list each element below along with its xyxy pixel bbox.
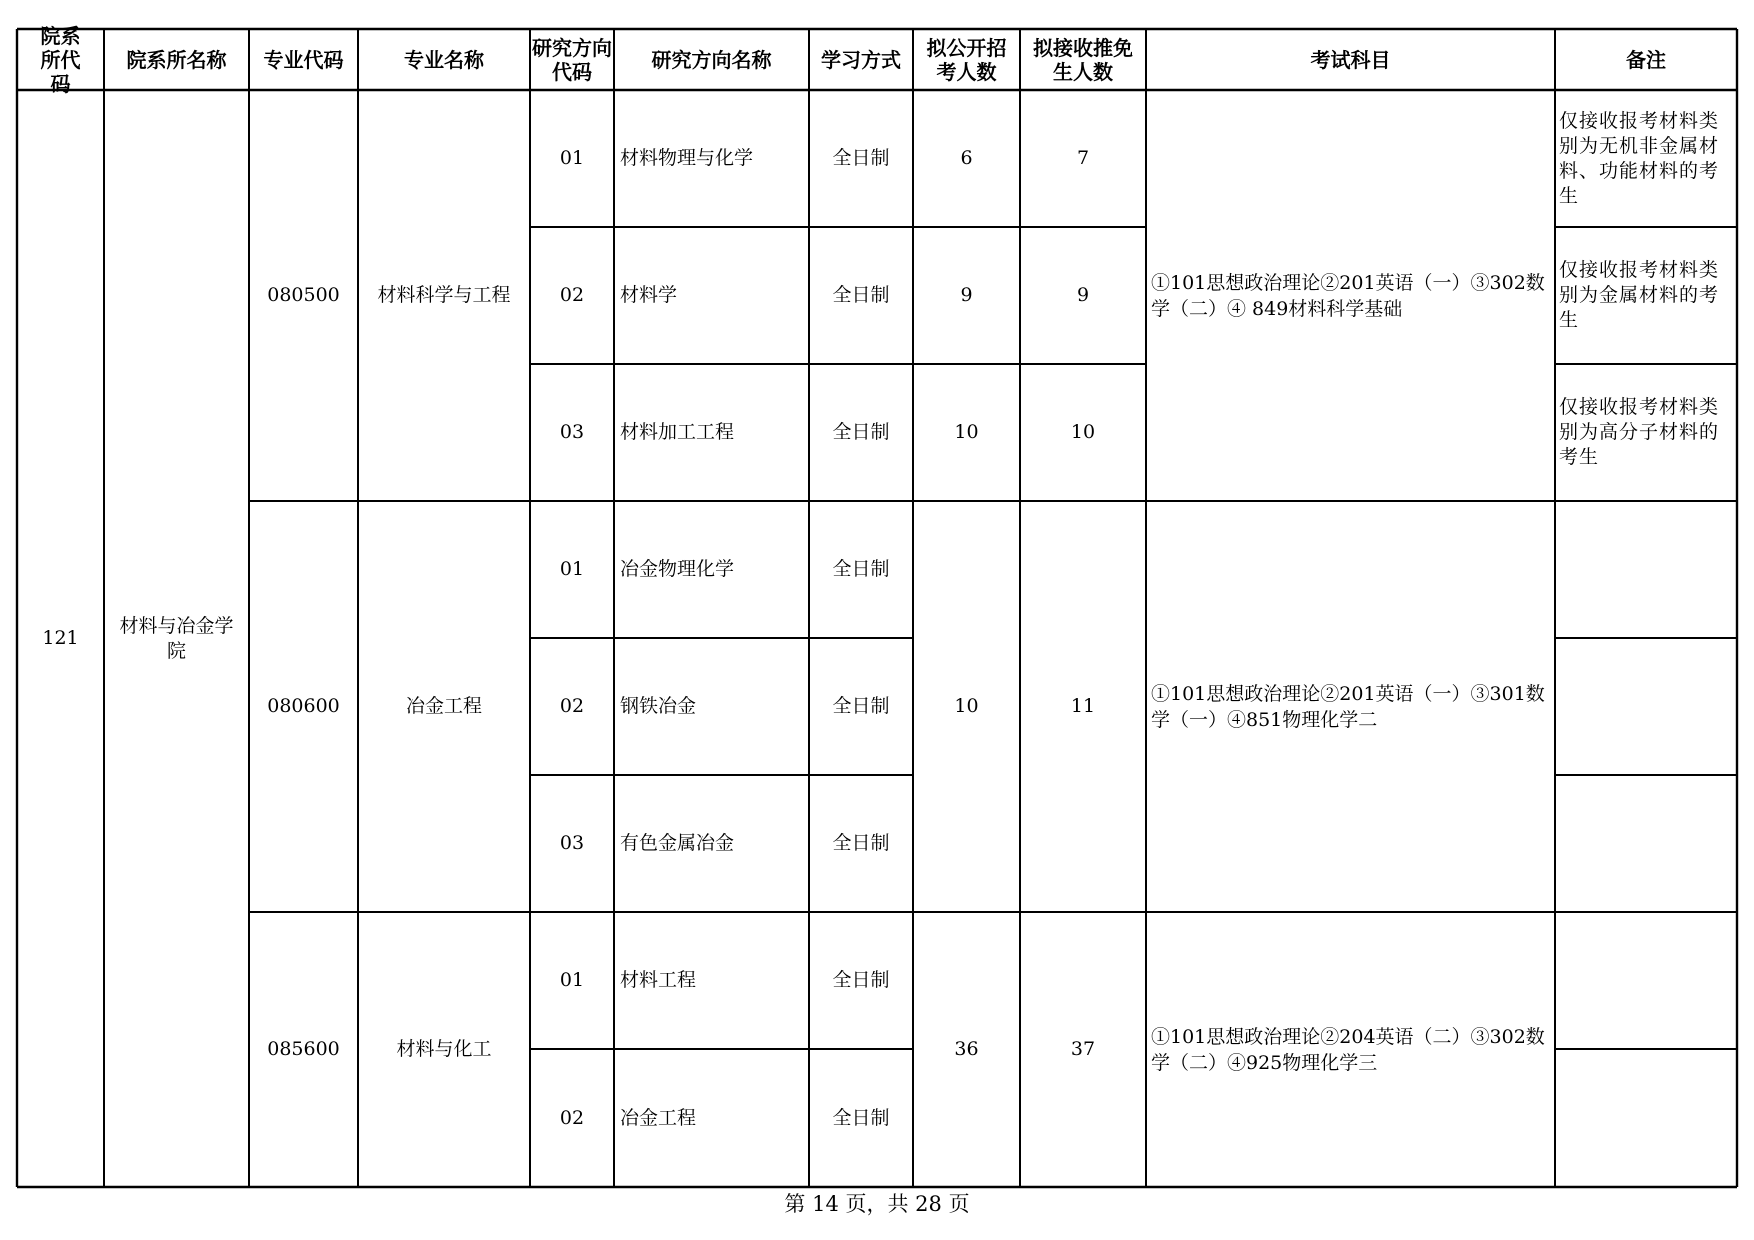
header-exempt-quota: 拟接收推免生人数	[1033, 35, 1133, 84]
major-code: 085600	[267, 1038, 340, 1060]
study-mode: 全日制	[832, 695, 890, 717]
study-mode: 全日制	[832, 969, 890, 991]
direction-name: 有色金属冶金	[620, 832, 735, 854]
direction-code: 01	[559, 558, 585, 580]
study-mode: 全日制	[832, 1106, 890, 1129]
exam-quota: 10	[954, 421, 979, 443]
exam-subjects: ①101思想政治理论②201英语（一）③301数学（一）④851物理化学二	[1151, 682, 1545, 731]
exam-subjects: ①101思想政治理论②201英语（一）③302数学（二）④ 849材料科学基础	[1151, 271, 1545, 320]
study-mode: 全日制	[832, 558, 890, 580]
remark: 仅接收报考材料类别为无机非金属材料、功能材料的考生	[1559, 109, 1720, 207]
direction-name: 冶金工程	[620, 1106, 697, 1129]
header-dept-name: 院系所名称	[126, 47, 227, 72]
exam-quota: 36	[954, 1038, 979, 1060]
exempt-quota: 37	[1070, 1038, 1096, 1060]
dept-code: 121	[42, 627, 79, 649]
exam-quota: 6	[960, 147, 973, 169]
dept-name: 材料与冶金学院	[119, 614, 234, 662]
major-name: 材料与化工	[396, 1038, 492, 1060]
direction-name: 钢铁冶金	[620, 695, 697, 717]
direction-name: 冶金物理化学	[620, 558, 735, 580]
remark: 仅接收报考材料类别为高分子材料的考生	[1559, 396, 1720, 468]
direction-code: 02	[559, 1106, 585, 1129]
header-major-code: 专业代码	[263, 47, 344, 72]
header-study-mode: 学习方式	[821, 47, 901, 72]
direction-name: 材料物理与化学	[620, 147, 754, 169]
major-code: 080600	[267, 695, 340, 717]
study-mode: 全日制	[832, 147, 890, 169]
direction-code: 01	[559, 147, 585, 169]
major-name: 材料科学与工程	[377, 284, 511, 306]
exempt-quota: 11	[1070, 695, 1096, 717]
direction-name: 材料工程	[620, 969, 697, 991]
header-exam-quota: 拟公开招考人数	[926, 35, 1007, 84]
direction-code: 02	[559, 284, 585, 306]
direction-code: 03	[559, 421, 585, 443]
header-remark: 备注	[1626, 47, 1666, 72]
direction-name: 材料学	[620, 284, 678, 306]
direction-code: 01	[559, 969, 585, 991]
major-code: 080500	[267, 284, 340, 306]
exam-quota: 9	[960, 284, 973, 306]
header-direction-code: 研究方向代码	[532, 35, 612, 84]
page-footer: 第 14 页，共 28 页	[784, 1192, 970, 1216]
exam-quota: 10	[954, 695, 979, 717]
direction-name: 材料加工工程	[620, 421, 735, 443]
major-name: 冶金工程	[405, 695, 482, 717]
study-mode: 全日制	[832, 284, 890, 306]
exempt-quota: 7	[1076, 147, 1090, 169]
exam-subjects: ①101思想政治理论②204英语（二）③302数学（二）④925物理化学三	[1151, 1025, 1545, 1074]
exempt-quota: 10	[1070, 421, 1096, 443]
direction-code: 03	[559, 832, 585, 854]
header-dept-code: 院系所代码	[40, 23, 81, 96]
exempt-quota: 9	[1076, 284, 1090, 306]
header-exam-subjects: 考试科目	[1310, 47, 1391, 72]
remark: 仅接收报考材料类别为金属材料的考生	[1559, 259, 1720, 331]
study-mode: 全日制	[832, 421, 890, 443]
direction-code: 02	[559, 695, 585, 717]
header-direction-name: 研究方向名称	[651, 47, 772, 72]
study-mode: 全日制	[832, 832, 890, 854]
header-major-name: 专业名称	[404, 47, 484, 72]
